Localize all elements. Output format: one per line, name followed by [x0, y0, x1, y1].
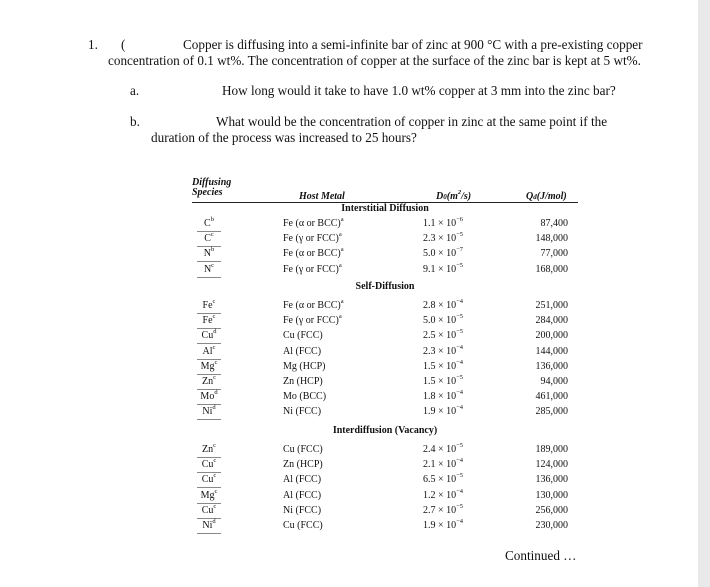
cell-species	[198, 502, 220, 516]
species-name: Cu	[201, 330, 214, 342]
d0-exponent: −4	[456, 358, 464, 366]
species-name: Ni	[202, 520, 213, 531]
host-footnote: a	[338, 231, 342, 239]
species-name: Cu	[201, 504, 214, 516]
cell-d0	[423, 376, 463, 387]
header-species-line-2: Species	[192, 187, 223, 198]
cell-d0	[423, 391, 463, 402]
cell-d0	[423, 233, 463, 244]
cell-d0	[423, 502, 464, 516]
header-species-line-1: Diffusing	[192, 177, 232, 188]
d0-mantissa: 6.5 × 10	[423, 474, 457, 486]
cell-d0	[423, 315, 463, 326]
question-line-1: Copper is diffusing into a semi-infinite bar of zinc at 900 °C with a pre-existing copper	[183, 37, 643, 52]
d0-mantissa: 2.7 × 10	[423, 504, 457, 516]
species-name: Mg	[200, 489, 215, 501]
cell-qd: 256,000	[535, 504, 568, 516]
d0-exponent: −5	[456, 374, 464, 381]
species-name: Cu	[201, 474, 214, 486]
host-footnote: a	[338, 313, 342, 321]
species-name: Mo	[200, 391, 215, 403]
cell-qd: 230,000	[535, 520, 568, 531]
d0-exponent: −4	[456, 487, 464, 495]
cell-host-metal	[283, 361, 326, 372]
species-footnote: c	[213, 502, 217, 510]
species-name: Ni	[202, 406, 213, 418]
cell-d0	[423, 218, 463, 229]
d0-exponent: −4	[456, 457, 464, 465]
cell-species	[198, 376, 220, 387]
d0-mantissa: 2.1 × 10	[423, 459, 457, 471]
species-footnote: b	[210, 216, 214, 223]
cell-species	[198, 459, 220, 470]
d0-mantissa: 2.4 × 10	[423, 444, 457, 455]
host-metal-text: Al (FCC)	[283, 474, 322, 486]
species-underline	[197, 261, 221, 262]
host-metal-text: Ni (FCC)	[283, 406, 322, 418]
d0-exponent: −4	[456, 518, 464, 525]
species-underline	[197, 457, 221, 458]
cell-qd: 284,000	[535, 315, 568, 327]
host-metal-text: Cu (FCC)	[283, 330, 323, 342]
d0-mantissa: 2.5 × 10	[423, 330, 457, 342]
host-metal-text: Mg (HCP)	[283, 360, 326, 372]
species-underline	[197, 374, 221, 375]
species-footnote: c	[213, 457, 217, 465]
species-name: Fe	[202, 300, 213, 311]
host-metal-text: Al (FCC)	[283, 489, 322, 501]
d0-mantissa: 1.8 × 10	[423, 391, 457, 403]
species-footnote: c	[212, 313, 216, 321]
species-underline	[197, 246, 221, 247]
species-footnote: c	[212, 298, 216, 305]
species-footnote: d	[213, 328, 217, 336]
question-line-2: concentration of 0.1 wt%. The concentration of copper at the surface of the zinc bar is kept at 5 wt%.	[108, 53, 641, 68]
cell-d0	[423, 358, 464, 372]
host-metal-text: Fe (α or BCC)	[283, 218, 341, 229]
cell-species	[198, 315, 220, 326]
cell-species	[198, 248, 220, 259]
cell-qd: 285,000	[535, 406, 568, 418]
host-metal-text: Fe (α or BCC)	[283, 300, 341, 311]
species-name: Zn	[202, 376, 214, 387]
cell-host-metal	[283, 218, 344, 229]
cell-species	[198, 391, 220, 402]
d0-mantissa: 9.1 × 10	[423, 263, 457, 275]
species-underline	[197, 419, 221, 420]
cell-d0	[423, 300, 463, 311]
species-name: Fe	[202, 315, 213, 327]
cell-d0	[423, 459, 463, 470]
host-metal-text: Fe (γ or FCC)	[283, 263, 339, 275]
cell-host-metal	[283, 248, 344, 259]
cell-host-metal	[283, 406, 321, 417]
cell-species	[198, 474, 220, 485]
species-underline	[197, 487, 221, 488]
cell-qd: 130,000	[535, 489, 568, 501]
d0-exponent: −5	[456, 313, 464, 321]
species-underline	[197, 472, 221, 473]
host-footnote: a	[338, 261, 342, 269]
d0-mantissa: 5.0 × 10	[423, 315, 457, 327]
species-footnote: d	[212, 404, 216, 412]
cell-d0	[423, 261, 464, 275]
cell-qd: 87,400	[540, 218, 568, 229]
d0-mantissa: 5.0 × 10	[423, 248, 457, 260]
d0-exponent: −6	[456, 216, 464, 223]
d0-exponent: −5	[456, 261, 464, 269]
d0-exponent: −4	[456, 298, 464, 305]
species-name: C	[204, 233, 211, 245]
cell-host-metal	[283, 346, 321, 357]
cell-species	[198, 300, 220, 311]
cell-species	[198, 406, 220, 417]
species-footnote: c	[212, 343, 216, 351]
host-footnote: a	[340, 216, 344, 223]
host-metal-text: Cu (FCC)	[283, 520, 323, 531]
cell-species	[198, 233, 220, 244]
host-metal-text: Fe (γ or FCC)	[283, 233, 339, 245]
species-name: Cu	[201, 459, 214, 471]
d0-exponent: −5	[456, 231, 464, 239]
cell-qd: 94,000	[540, 376, 568, 387]
cell-d0	[423, 474, 463, 485]
header-d0: $D0(m^2/s)$	[436, 189, 472, 202]
species-footnote: b	[210, 246, 215, 254]
species-name: C	[204, 218, 211, 229]
species-footnote: c	[213, 442, 216, 449]
header-qd: Qd(J/mol)	[526, 191, 567, 202]
cell-qd: 77,000	[540, 248, 568, 260]
d0-exponent: −7	[456, 246, 464, 254]
page-scrollbar-track[interactable]	[698, 0, 710, 587]
section-title: Interdiffusion (Vacancy)	[332, 425, 438, 436]
species-name: N	[203, 248, 211, 260]
d0-mantissa: 1.9 × 10	[423, 406, 457, 418]
section-title: Self-Diffusion	[355, 281, 415, 292]
cell-species	[198, 520, 220, 531]
cell-d0	[423, 248, 463, 259]
cell-species	[198, 358, 220, 372]
host-metal-text: Fe (α or BCC)	[283, 248, 341, 260]
cell-species	[198, 218, 220, 229]
d0-mantissa: 1.5 × 10	[423, 360, 457, 372]
cell-host-metal	[283, 459, 323, 470]
species-footnote: c	[211, 261, 215, 269]
species-underline	[197, 313, 221, 314]
cell-species	[198, 330, 220, 341]
d0-mantissa: 2.3 × 10	[423, 233, 457, 245]
d0-exponent: −5	[456, 472, 464, 480]
d0-exponent: −5	[456, 442, 464, 449]
cell-d0	[423, 520, 463, 531]
part-a-text: How long would it take to have 1.0 wt% copper at 3 mm into the zinc bar?	[222, 83, 616, 98]
d0-exponent: −4	[456, 389, 464, 397]
d0-exponent: −4	[456, 343, 464, 351]
species-footnote: d	[214, 389, 218, 397]
cell-d0	[423, 406, 463, 417]
species-name: N	[203, 263, 212, 275]
d0-exponent: −5	[456, 328, 464, 336]
cell-qd: 200,000	[535, 330, 568, 342]
host-metal-text: Zn (HCP)	[283, 459, 323, 471]
species-footnote: c	[210, 231, 214, 239]
d0-mantissa: 1.9 × 10	[423, 520, 457, 531]
species-name: Mg	[200, 360, 215, 372]
cell-host-metal	[283, 330, 323, 341]
species-underline	[197, 231, 221, 232]
d0-mantissa: 1.2 × 10	[423, 489, 457, 501]
cell-host-metal	[283, 300, 344, 311]
species-underline	[197, 359, 221, 360]
cell-d0	[423, 444, 463, 455]
species-underline	[197, 503, 221, 504]
host-metal-text: Cu (FCC)	[283, 444, 323, 455]
cell-host-metal	[283, 505, 321, 516]
species-footnote: d	[212, 518, 216, 525]
cell-host-metal	[283, 391, 326, 402]
part-a-label: a.	[130, 83, 140, 98]
header-host-metal: Host Metal	[299, 191, 345, 202]
cell-qd: 136,000	[535, 474, 568, 486]
host-metal-text: Al (FCC)	[283, 345, 322, 357]
cell-qd: 189,000	[535, 444, 568, 455]
host-metal-text: Fe (γ or FCC)	[283, 315, 339, 327]
host-footnote: a	[340, 246, 344, 254]
species-underline	[197, 518, 221, 519]
species-underline	[197, 328, 221, 329]
host-footnote: a	[340, 298, 344, 305]
question-number: 1.	[88, 37, 98, 52]
cell-species	[198, 444, 220, 455]
d0-exponent: −5	[456, 502, 464, 510]
d0-mantissa: 1.5 × 10	[423, 376, 457, 387]
continued-label: Continued …	[505, 548, 577, 563]
cell-host-metal	[283, 520, 323, 531]
host-metal-text: Ni (FCC)	[283, 504, 322, 516]
part-b-label: b.	[130, 114, 140, 129]
cell-d0	[423, 487, 464, 501]
species-underline	[197, 533, 221, 534]
cell-host-metal	[283, 261, 342, 275]
cell-species	[198, 343, 220, 357]
cell-host-metal	[283, 474, 321, 485]
d0-mantissa: 2.8 × 10	[423, 300, 457, 311]
d0-exponent: −4	[456, 404, 464, 412]
cell-qd: 168,000	[535, 263, 568, 275]
part-b-line-2: duration of the process was increased to 25 hours?	[151, 130, 417, 145]
species-underline	[197, 404, 221, 405]
cell-host-metal	[283, 444, 323, 455]
question-paren: (	[121, 37, 126, 52]
species-footnote: c	[214, 358, 218, 366]
section-title: Interstitial Diffusion	[341, 203, 429, 214]
cell-qd: 136,000	[535, 360, 568, 372]
cell-qd: 124,000	[535, 459, 568, 471]
cell-qd: 144,000	[535, 345, 568, 357]
species-name: Zn	[202, 444, 214, 455]
cell-host-metal	[283, 376, 323, 387]
cell-species	[198, 261, 220, 275]
part-b-line-1: What would be the concentration of copper in zinc at the same point if the	[216, 114, 608, 129]
species-footnote: c	[213, 374, 216, 381]
species-underline	[197, 277, 221, 278]
host-metal-text: Zn (HCP)	[283, 376, 323, 387]
cell-d0	[423, 330, 463, 341]
host-metal-text: Mo (BCC)	[283, 391, 327, 403]
cell-d0	[423, 343, 464, 357]
species-footnote: c	[214, 487, 218, 495]
cell-species	[198, 487, 220, 501]
species-underline	[197, 343, 221, 344]
species-name: Al	[202, 345, 213, 357]
cell-host-metal	[283, 315, 342, 326]
cell-host-metal	[283, 490, 321, 501]
species-footnote: c	[213, 472, 217, 480]
d0-mantissa: 2.3 × 10	[423, 345, 457, 357]
cell-qd: 148,000	[535, 233, 568, 245]
cell-host-metal	[283, 233, 342, 244]
cell-qd: 251,000	[535, 300, 568, 311]
d0-mantissa: 1.1 × 10	[423, 218, 457, 229]
cell-qd: 461,000	[535, 391, 568, 403]
